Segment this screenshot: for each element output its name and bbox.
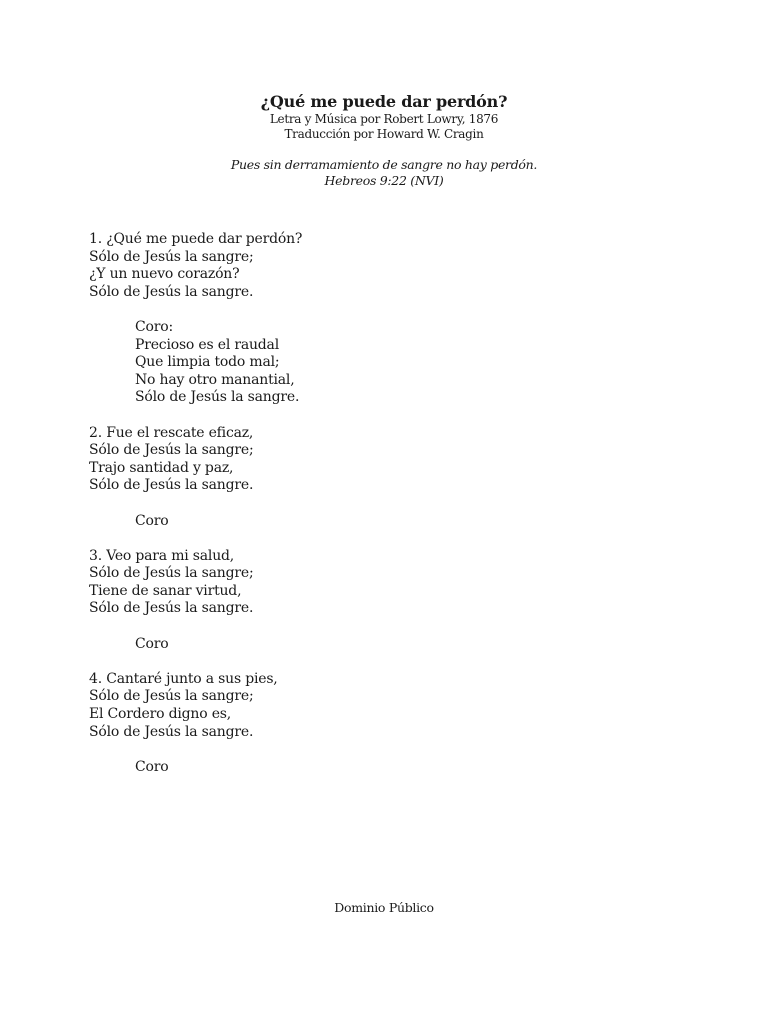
license-footer: Dominio Público [334, 900, 434, 915]
chorus-reference [89, 513, 302, 531]
verse-line: Sólo de Jesús la sangre; [89, 248, 254, 265]
chorus-reference [89, 636, 302, 654]
verse-3 [89, 548, 302, 618]
verse-line: 4. Cantaré junto a sus pies, [89, 670, 278, 687]
translator-credit: Traducción por Howard W. Cragin [284, 127, 484, 141]
chorus-ref-label: Coro [135, 512, 169, 529]
verse-2 [89, 425, 302, 495]
chorus-line: Precioso es el raudal [135, 336, 279, 353]
verse-line: El Cordero digno es, [89, 706, 232, 723]
author-credit: Letra y Música por Robert Lowry, 1876 [269, 112, 499, 126]
chorus-heading: Coro: [135, 318, 173, 335]
chorus [89, 319, 302, 407]
verse-line: 2. Fue el rescate eficaz, [89, 424, 254, 441]
verse-line: Sólo de Jesús la sangre. [89, 283, 254, 300]
hymn-body [89, 231, 302, 794]
epigraph-text: Pues sin derramamiento de sangre no hay perdón. [230, 157, 538, 172]
chorus-reference [89, 759, 302, 777]
verse-line: Sólo de Jesús la sangre. [89, 723, 254, 740]
hymn-title: ¿Qué me puede dar perdón? [260, 92, 508, 111]
epigraph-reference: Hebreos 9:22 (NVI) [324, 173, 444, 188]
chorus-line: No hay otro manantial, [135, 371, 295, 388]
chorus-line: Sólo de Jesús la sangre. [135, 389, 300, 406]
hymn-header [0, 92, 768, 189]
verse-line: Sólo de Jesús la sangre; [89, 688, 254, 705]
verse-line: 3. Veo para mi salud, [89, 547, 235, 564]
verse-line: Sólo de Jesús la sangre; [89, 565, 254, 582]
verse-line: Sólo de Jesús la sangre. [89, 600, 254, 617]
chorus-line: Que limpia todo mal; [135, 354, 280, 371]
verse-1 [89, 231, 302, 301]
chorus-ref-label: Coro [135, 758, 169, 775]
verse-4 [89, 671, 302, 741]
verse-line: ¿Y un nuevo corazón? [89, 266, 240, 283]
verse-line: Trajo santidad y paz, [89, 459, 234, 476]
verse-line: Tiene de sanar virtud, [89, 582, 242, 599]
verse-line: 1. ¿Qué me puede dar perdón? [89, 231, 303, 247]
verse-line: Sólo de Jesús la sangre. [89, 477, 254, 494]
scripture-epigraph [0, 157, 768, 189]
chorus-ref-label: Coro [135, 635, 169, 652]
verse-line: Sólo de Jesús la sangre; [89, 442, 254, 459]
